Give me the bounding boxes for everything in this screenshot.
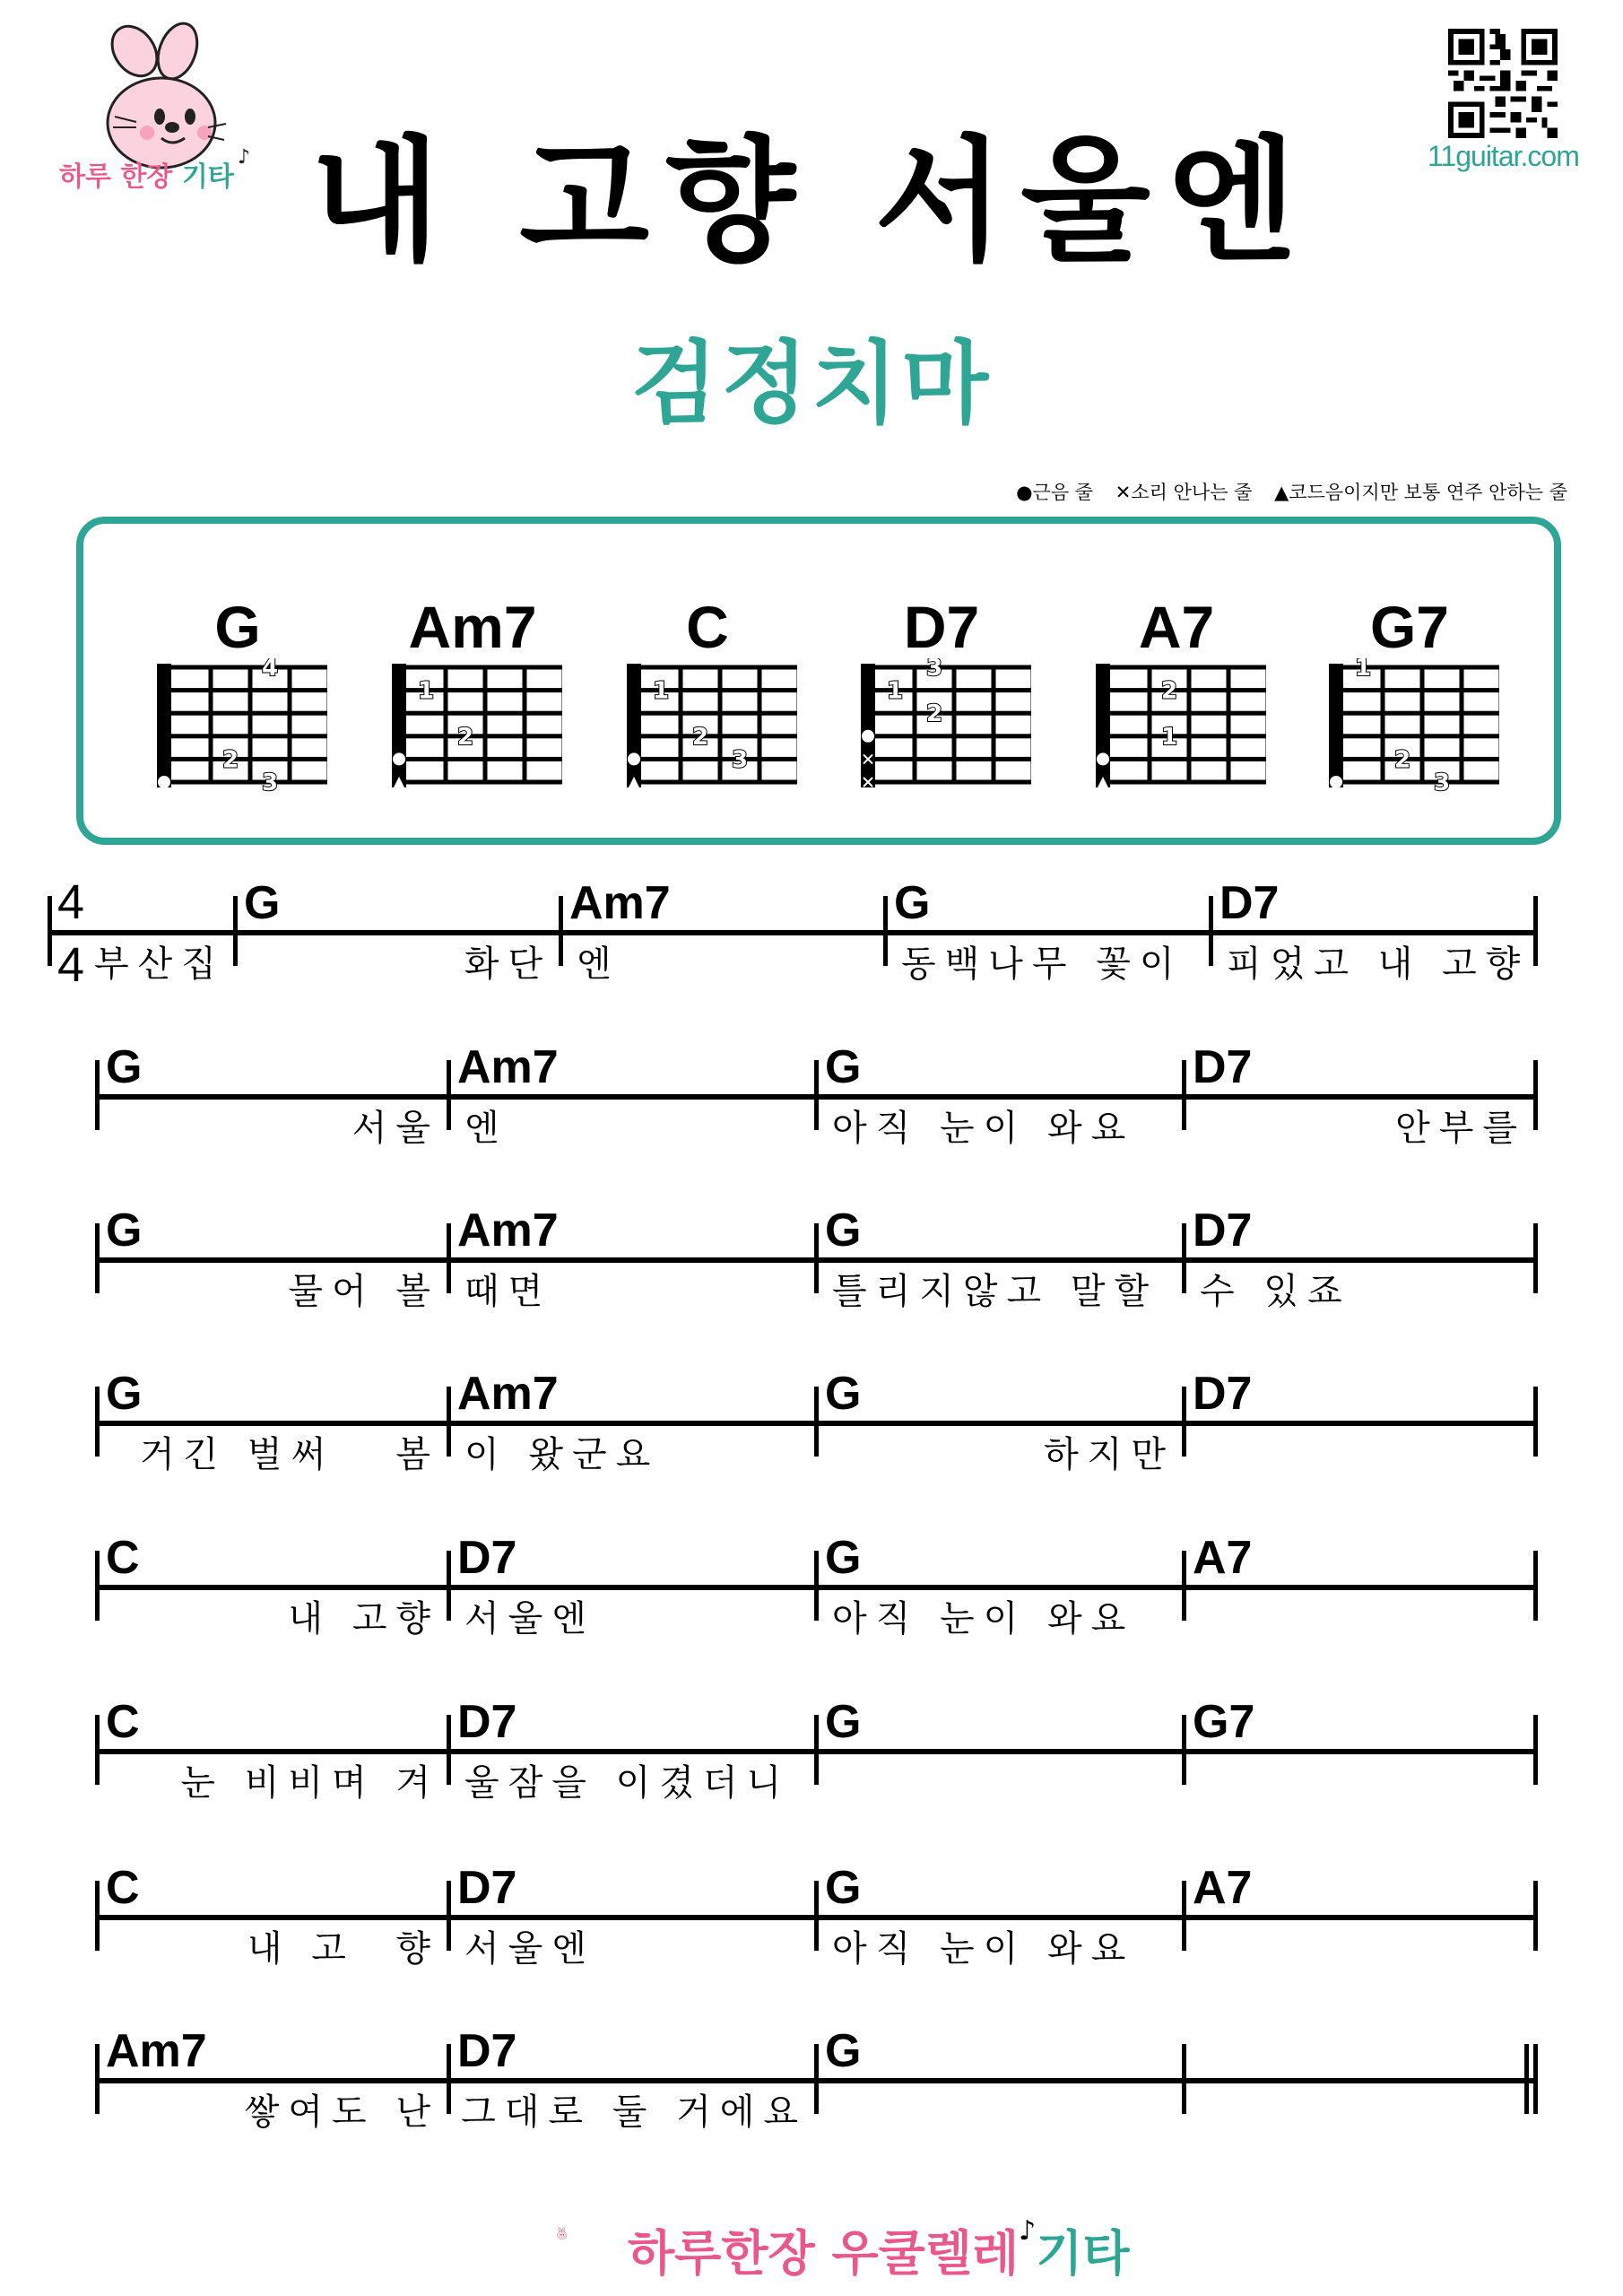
bar-line (1533, 1551, 1538, 1621)
bar-line (447, 1715, 451, 1785)
bar-line (1533, 1060, 1538, 1130)
lyric-text: 울잠을 이겼더니 (464, 1762, 791, 1804)
song-row (0, 1850, 1623, 2012)
artist-name: 검정치마 (630, 331, 993, 436)
chord-name: G (214, 594, 261, 660)
bar-line (1182, 1060, 1186, 1130)
chord-name: G7 (1369, 594, 1450, 660)
chord-label: G (106, 1041, 143, 1093)
chord-label: A7 (1193, 1862, 1253, 1914)
chord-diagram-box (76, 517, 1561, 845)
svg-text:3: 3 (731, 746, 749, 774)
svg-text:3: 3 (1433, 770, 1451, 796)
chord-label: G (825, 2025, 862, 2077)
lyric-text: 엔 (464, 1108, 508, 1149)
lyric-text: 틀리지않고 말할 (832, 1271, 1159, 1312)
svg-text:2: 2 (221, 746, 239, 774)
logo-text-pink: 하루 한장 (59, 161, 173, 193)
bar-line (1533, 1715, 1538, 1785)
chord-label: Am7 (569, 877, 671, 929)
chord-label: D7 (1219, 877, 1280, 929)
chord-diagram (139, 524, 336, 838)
chord-label: G (825, 1205, 862, 1257)
bar-line (1533, 1223, 1538, 1293)
fretboard-icon (1311, 658, 1499, 811)
chord-diagram (609, 524, 806, 838)
chord-label: A7 (1193, 1532, 1253, 1584)
svg-text:3: 3 (925, 658, 943, 682)
logo-text-teal: 기타 (181, 161, 234, 193)
lyric-text: 이 왔군요 (464, 1434, 660, 1475)
bar-line (814, 1060, 819, 1130)
chord-label: D7 (457, 1862, 517, 1914)
lyric-text: 때면 (464, 1271, 552, 1312)
bar-line (559, 896, 563, 966)
chord-name: Am7 (408, 594, 537, 660)
bar-line (95, 1715, 100, 1785)
legend (1000, 478, 1567, 505)
chord-diagram (1078, 524, 1275, 838)
bar-line (1533, 1881, 1538, 1951)
lyric-text: 안부를 (1395, 1108, 1526, 1149)
svg-text:♪: ♪ (238, 146, 251, 169)
chord-label: D7 (457, 2025, 517, 2077)
legend-muted: ✕소리 안나는 줄 (1115, 482, 1253, 503)
bar-line (1533, 1387, 1538, 1457)
bar-line (1182, 1881, 1186, 1951)
fretboard-icon (374, 658, 562, 811)
chord-label: C (106, 1696, 140, 1748)
chord-label: G (106, 1368, 143, 1420)
chord-label: G7 (1193, 1696, 1255, 1748)
lyric-text: 화단 (464, 944, 551, 985)
chord-label: G (894, 877, 931, 929)
lyric-text: 엔 (577, 944, 621, 985)
song-row (0, 1356, 1623, 1518)
bar-line (447, 1060, 451, 1130)
bar-line (1209, 896, 1213, 966)
svg-text:1: 1 (1354, 658, 1372, 682)
lyric-text: 내 고향 (288, 1598, 439, 1639)
song-row (0, 1520, 1623, 1682)
song-title: 내 고향 서울엔 (310, 124, 1313, 280)
song-row (0, 865, 1623, 1027)
bar-line (447, 1223, 451, 1293)
svg-text:1: 1 (652, 677, 670, 705)
svg-text:3: 3 (261, 770, 279, 796)
lyric-text: 서울엔 (464, 1928, 595, 1970)
bar-line (814, 2044, 819, 2114)
svg-text:2: 2 (1393, 746, 1411, 774)
bar-line (814, 1387, 819, 1457)
svg-text:2: 2 (925, 700, 943, 728)
svg-text:1: 1 (886, 677, 904, 705)
bar-line (95, 1387, 100, 1457)
bar-line (1182, 1715, 1186, 1785)
chord-label: G (825, 1368, 862, 1420)
song-row (0, 1684, 1623, 1846)
svg-text:1: 1 (417, 677, 435, 705)
lyric-text: 아직 눈이 와요 (832, 1598, 1135, 1639)
legend-root: ●근음 줄 (1016, 482, 1094, 503)
lyric-text: 내 고 향 (247, 1928, 439, 1970)
bar-line (447, 2044, 451, 2114)
staff-line (49, 930, 1535, 935)
chord-label: Am7 (457, 1368, 559, 1420)
lyric-text: 하지만 (1044, 1434, 1175, 1475)
footer-bunny-icon (556, 2188, 637, 2278)
bar-line (1182, 2044, 1186, 2114)
chord-label: Am7 (457, 1205, 559, 1257)
lyric-text: 그대로 둘 거에요 (461, 2092, 807, 2133)
chord-label: D7 (457, 1696, 517, 1748)
bar-line (95, 1881, 100, 1951)
chord-name: A7 (1138, 594, 1215, 660)
chord-name: C (686, 594, 729, 660)
lyric-text: 거긴 벌써 봄 (139, 1434, 439, 1475)
chord-label: G (825, 1532, 862, 1584)
bar-line (814, 1551, 819, 1621)
bar-line (1533, 2044, 1538, 2114)
bar-line (95, 1060, 100, 1130)
chord-label: D7 (1193, 1041, 1253, 1093)
bar-line (95, 1551, 100, 1621)
bar-line (1182, 1387, 1186, 1457)
fretboard-icon (609, 658, 797, 811)
chord-label: C (106, 1862, 140, 1914)
bar-line (883, 896, 888, 966)
lyric-text: 수 있죠 (1200, 1271, 1351, 1312)
bar-line (1182, 1223, 1186, 1293)
lyric-text: 동백나무 꽃이 (901, 944, 1184, 985)
lyric-text: 쌓여도 난 (244, 2092, 439, 2133)
time-signature-top: 4 (57, 875, 85, 929)
legend-optional: ▲코드음이지만 보통 연주 안하는 줄 (1274, 482, 1567, 503)
chord-label: G (244, 877, 281, 929)
bar-line (814, 1715, 819, 1785)
final-bar-line (1524, 2044, 1529, 2114)
chord-diagram (843, 524, 1040, 838)
svg-text:2: 2 (691, 723, 709, 751)
lyric-text: 부산집 (94, 944, 225, 985)
lyric-text: 서울엔 (464, 1598, 595, 1639)
lyric-text: 서울 (352, 1108, 439, 1149)
lyric-text: 눈 비비며 겨 (180, 1762, 439, 1804)
chord-name: D7 (903, 594, 980, 660)
svg-text:2: 2 (1160, 677, 1178, 705)
footer-brand (628, 2215, 1130, 2284)
bar-line (814, 1223, 819, 1293)
chord-label: D7 (1193, 1368, 1253, 1420)
chord-diagram (1311, 524, 1508, 838)
lyric-text: 아직 눈이 와요 (832, 1108, 1135, 1149)
chord-label: G (825, 1862, 862, 1914)
chord-label: Am7 (457, 1041, 559, 1093)
bar-line (447, 1387, 451, 1457)
footer-text-pink: 하루한장 우쿨렐레 (628, 2225, 1020, 2282)
bar-line (95, 1223, 100, 1293)
song-row (0, 1030, 1623, 1191)
chord-diagram (374, 524, 571, 838)
time-signature-bottom: 4 (57, 938, 85, 992)
chord-label: G (106, 1205, 143, 1257)
bar-line (95, 2044, 100, 2114)
bar-line (48, 896, 52, 966)
chord-label: D7 (1193, 1205, 1253, 1257)
fretboard-icon (139, 658, 327, 811)
svg-text:4: 4 (261, 658, 279, 682)
lyric-text: 피었고 내 고향 (1227, 944, 1530, 985)
chord-label: Am7 (106, 2025, 207, 2077)
bar-line (447, 1881, 451, 1951)
chord-label: C (106, 1532, 140, 1584)
qr-code-icon (1448, 29, 1558, 138)
svg-text:2: 2 (456, 723, 474, 751)
music-note-icon: ♪ (1019, 2215, 1037, 2247)
fretboard-icon (843, 658, 1031, 811)
bar-line (233, 896, 238, 966)
song-row (0, 2013, 1623, 2175)
bar-line (447, 1551, 451, 1621)
lyric-text: 물어 볼 (288, 1271, 439, 1312)
footer-text-teal: 기타 (1036, 2225, 1130, 2282)
chord-label: G (825, 1696, 862, 1748)
chord-label: D7 (457, 1532, 517, 1584)
lyric-text: 아직 눈이 와요 (832, 1928, 1135, 1970)
svg-text:1: 1 (1160, 723, 1178, 751)
chord-label: G (825, 1041, 862, 1093)
site-link[interactable]: 11guitar.com (1428, 140, 1579, 172)
bar-line (1533, 896, 1538, 966)
bar-line (814, 1881, 819, 1951)
song-row (0, 1193, 1623, 1354)
bar-line (1182, 1551, 1186, 1621)
fretboard-icon (1078, 658, 1266, 811)
